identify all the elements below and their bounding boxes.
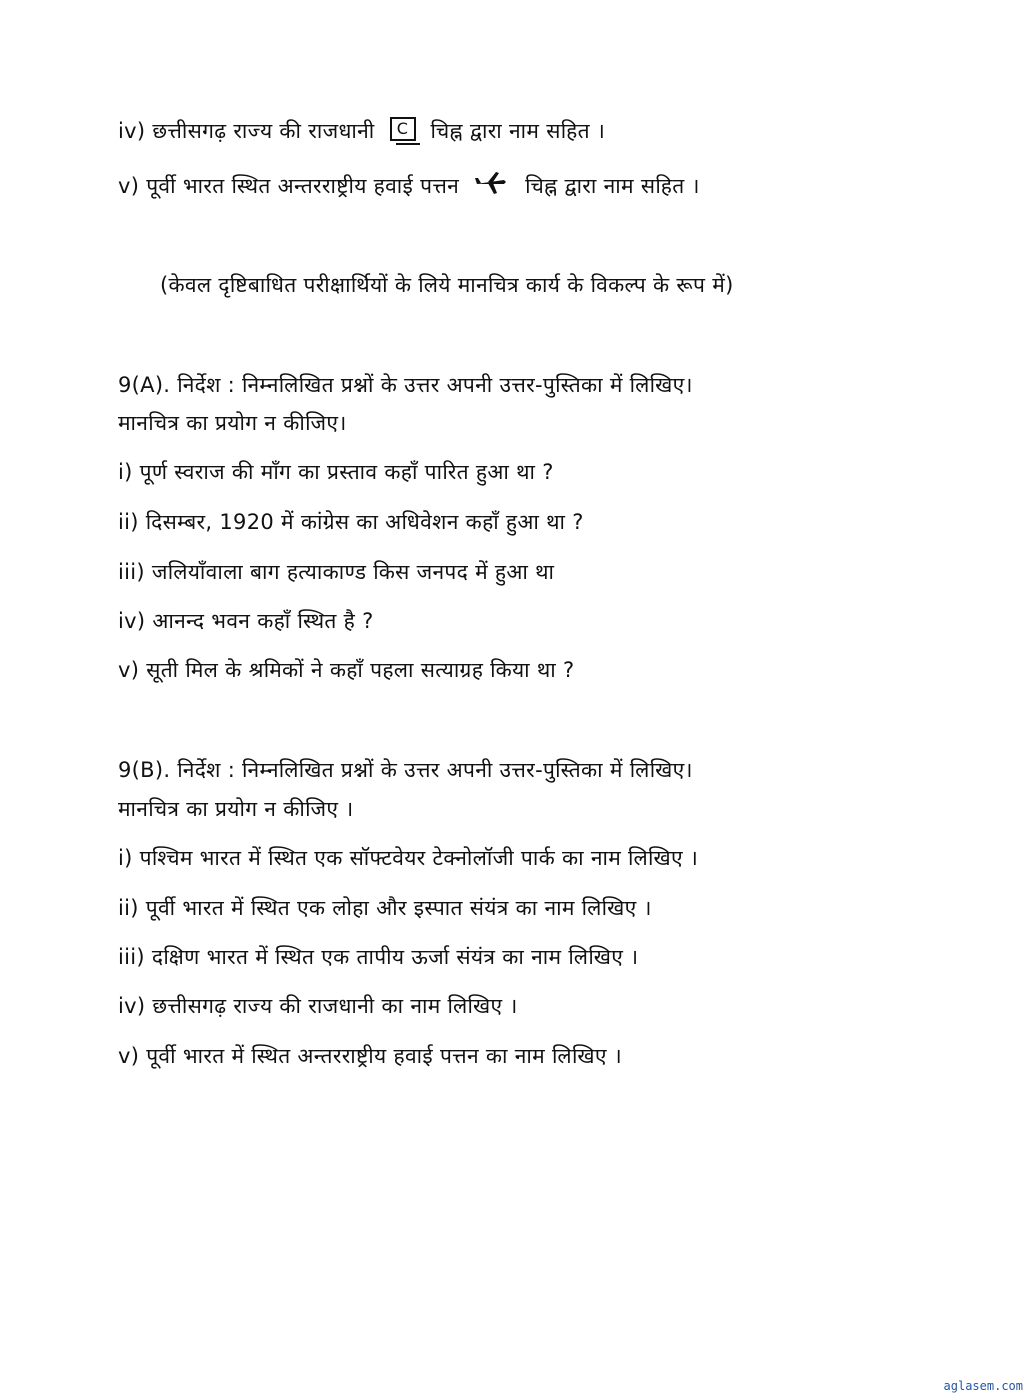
section-b-question: i) पश्चिम भारत में स्थित एक सॉफ्टवेयर टेक्नोलॉजी पार्क का नाम लिखिए । bbox=[118, 846, 699, 870]
footer-watermark: aglasem.com bbox=[943, 1379, 1023, 1393]
section-a-question: iii) जलियाँवाला बाग हत्याकाण्ड किस जनपद में हुआ था bbox=[118, 560, 555, 584]
section-b-question: iii) दक्षिण भारत में स्थित एक तापीय ऊर्जा संयंत्र का नाम लिखिए । bbox=[118, 945, 639, 969]
section-b-question: iv) छत्तीसगढ़ राज्य की राजधानी का नाम लिखिए । bbox=[118, 994, 518, 1018]
map-item-v-prefix: v) पूर्वी भारत स्थित अन्तरराष्ट्रीय हवाई पत्तन bbox=[118, 174, 460, 198]
section-b-question: v) पूर्वी भारत में स्थित अन्तरराष्ट्रीय हवाई पत्तन का नाम लिखिए । bbox=[118, 1044, 623, 1068]
map-item-iv-prefix: iv) छत्तीसगढ़ राज्य की राजधानी bbox=[118, 119, 375, 143]
section-a-question: iv) आनन्द भवन कहाँ स्थित है ? bbox=[118, 609, 374, 633]
section-b-heading-line2: मानचित्र का प्रयोग न कीजिए । bbox=[118, 797, 354, 821]
visually-impaired-note: (केवल दृष्टिबाधित परीक्षार्थियों के लिये मानचित्र कार्य के विकल्प के रूप में) bbox=[160, 273, 734, 297]
section-b-question: ii) पूर्वी भारत में स्थित एक लोहा और इस्पात संयंत्र का नाम लिखिए । bbox=[118, 896, 652, 920]
section-a-question: v) सूती मिल के श्रमिकों ने कहाँ पहला सत्याग्रह किया था ? bbox=[118, 658, 575, 682]
section-a-heading-line2: मानचित्र का प्रयोग न कीजिए। bbox=[118, 411, 347, 435]
capital-symbol-icon: C bbox=[390, 117, 416, 141]
map-item-v-suffix: चिह्न द्वारा नाम सहित । bbox=[525, 174, 700, 198]
section-a-question: i) पूर्ण स्वराज की माँग का प्रस्ताव कहाँ पारित हुआ था ? bbox=[118, 460, 554, 484]
map-item-iv-suffix: चिह्न द्वारा नाम सहित । bbox=[430, 119, 606, 143]
map-item-iv bbox=[118, 116, 605, 146]
section-a-heading-line1: 9(A). निर्देश : निम्नलिखित प्रश्नों के उत्तर अपनी उत्तर-पुस्तिका में लिखिए। bbox=[118, 373, 693, 397]
map-item-v bbox=[118, 170, 700, 204]
section-a-question: ii) दिसम्बर, 1920 में कांग्रेस का अधिवेशन कहाँ हुआ था ? bbox=[118, 510, 584, 534]
section-b-heading-line1: 9(B). निर्देश : निम्नलिखित प्रश्नों के उत्तर अपनी उत्तर-पुस्तिका में लिखिए। bbox=[118, 758, 693, 782]
airplane-icon bbox=[474, 170, 508, 204]
